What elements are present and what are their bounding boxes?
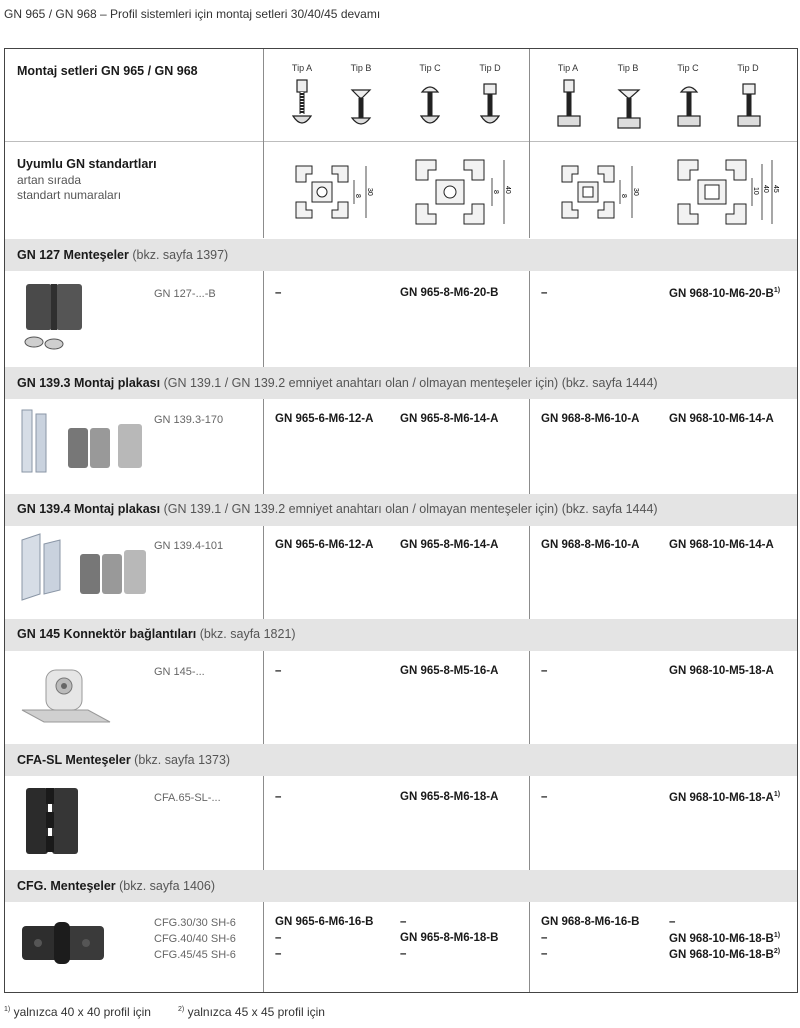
col-divider-2	[529, 776, 530, 870]
code-gn127-c3: –	[541, 287, 548, 299]
gn127-hinge-image	[18, 280, 90, 356]
table-frame-bottom	[4, 992, 798, 993]
cfasl-hinge-image	[22, 784, 84, 858]
code-gn127-c4: GN $968-10-M6-20-B^{1)}$	[669, 287, 781, 300]
tip-c-label-965: Tip C	[419, 63, 441, 73]
header-divider	[5, 141, 797, 142]
code-cfg-r2-c2: GN 965-8-M6-18-B	[400, 932, 499, 944]
screw-tip-b-icon	[349, 88, 373, 132]
col-divider-1	[263, 271, 264, 367]
product-gn145: GN 145-...	[154, 666, 205, 678]
section-title-cfg: CFG. Menteşeler (bkz. sayfa 1406)	[17, 879, 215, 893]
col-divider-2	[529, 526, 530, 619]
tip-a-label-965: Tip A	[291, 63, 313, 73]
code-gn127-c1: –	[275, 287, 282, 299]
tip-c-label-968: Tip C	[677, 63, 699, 73]
standards-title: Uyumlu GN standartları	[17, 157, 157, 171]
code-cfg-r2-c1: –	[275, 932, 282, 944]
screw-tip-c-icon	[418, 82, 442, 132]
header-title: Montaj setleri GN 965 / GN 968	[17, 64, 198, 78]
page-title: GN 965 / GN 968 – Profil sistemleri için montaj setleri 30/40/45 devamı	[4, 7, 381, 21]
code-gn1393-c2: GN 965-8-M6-14-A	[400, 413, 499, 425]
code-cfg-r3-c4: GN $968-10-M6-18-B^{2)}$	[669, 948, 781, 961]
col-divider-1	[263, 776, 264, 870]
col-divider-2	[529, 271, 530, 367]
standards-line2: standart numaraları	[17, 188, 122, 202]
col-divider-2	[529, 49, 530, 238]
col-divider-1	[263, 902, 264, 992]
col-divider-1	[263, 526, 264, 619]
gn1394-plate-image	[18, 530, 148, 602]
screw-tip-c-968-icon	[676, 82, 702, 132]
tip-d-label-965: Tip D	[479, 63, 501, 73]
profile-40-dim-b: 40	[504, 186, 511, 194]
code-gn145-c1: –	[275, 665, 282, 677]
section-title-gn127: GN 127 Menteşeler (bkz. sayfa 1397)	[17, 248, 229, 262]
code-gn145-c3: –	[541, 665, 548, 677]
col-divider-2	[529, 399, 530, 495]
profile-45a-dim-b: 30	[632, 188, 639, 196]
code-cfasl-c2: GN 965-8-M6-18-A	[400, 791, 499, 803]
code-cfg-r1-c4: –	[669, 916, 676, 928]
profile-45b-icon	[672, 154, 782, 230]
code-gn1393-c4: GN 968-10-M6-14-A	[669, 413, 774, 425]
code-gn1394-c1: GN 965-6-M6-12-A	[275, 539, 374, 551]
code-cfg-r1-c2: –	[400, 916, 407, 928]
screw-tip-b-968-icon	[616, 88, 642, 132]
tip-b-label-968: Tip B	[617, 63, 639, 73]
tip-a-label-968: Tip A	[557, 63, 579, 73]
product-gn1394: GN 139.4-101	[154, 540, 224, 552]
profile-40-dim-a: 8	[492, 190, 499, 194]
code-cfasl-c3: –	[541, 791, 548, 803]
gn145-connector-image	[18, 656, 118, 730]
profile-45b-dim-b: 40	[762, 185, 769, 193]
code-cfg-r1-c3: GN 968-8-M6-16-B	[541, 916, 640, 928]
code-cfg-r2-c4: GN $968-10-M6-18-B^{1)}$	[669, 932, 781, 945]
code-cfg-r1-c1: GN 965-6-M6-16-B	[275, 916, 374, 928]
screw-tip-a-icon	[290, 78, 314, 132]
code-gn145-c4: GN 968-10-M5-18-A	[669, 665, 774, 677]
product-gn127: GN 127-...-B	[154, 288, 216, 300]
code-gn1394-c4: GN 968-10-M6-14-A	[669, 539, 774, 551]
cfg-hinge-image	[18, 914, 108, 972]
col-divider-1	[263, 399, 264, 495]
col-divider-2	[529, 902, 530, 992]
product-cfasl: CFA.65-SL-...	[154, 792, 221, 804]
code-gn1393-c1: GN 965-6-M6-12-A	[275, 413, 374, 425]
footnote-2: $^{2)}$ yalnızca 45 x 45 profil için	[178, 1005, 325, 1019]
product-cfg-2: CFG.40/40 SH-6	[154, 933, 236, 945]
profile-30-dim-a: 8	[354, 194, 361, 198]
section-title-gn1394: GN 139.4 Montaj plakası (GN 139.1 / GN 139.2 emniyet anahtarı olan / olmayan menteşeler için) (bkz. sayfa 1444)	[17, 502, 658, 516]
profile-30-icon	[290, 160, 374, 224]
profile-30-dim-b: 30	[366, 188, 373, 196]
col-divider-1	[263, 49, 264, 238]
footnote-1: $^{1)}$ yalnızca 40 x 40 profil için	[4, 1005, 151, 1019]
code-gn1394-c3: GN 968-8-M6-10-A	[541, 539, 640, 551]
code-cfg-r2-c3: –	[541, 932, 548, 944]
product-cfg-1: CFG.30/30 SH-6	[154, 917, 236, 929]
tip-d-label-968: Tip D	[737, 63, 759, 73]
product-cfg-3: CFG.45/45 SH-6	[154, 949, 236, 961]
gn1393-plate-image	[18, 404, 148, 476]
screw-tip-a-968-icon	[556, 78, 582, 132]
code-gn127-c2: GN 965-8-M6-20-B	[400, 287, 499, 299]
product-gn1393: GN 139.3-170	[154, 414, 224, 426]
col-divider-1	[263, 651, 264, 744]
screw-tip-d-968-icon	[736, 82, 762, 132]
screw-tip-d-icon	[478, 82, 502, 132]
section-title-gn1393: GN 139.3 Montaj plakası (GN 139.1 / GN 139.2 emniyet anahtarı olan / olmayan menteşeler için) (bkz. sayfa 1444)	[17, 376, 658, 390]
code-cfg-r3-c2: –	[400, 948, 407, 960]
profile-45b-dim-c: 45	[772, 185, 779, 193]
code-cfasl-c4: GN $968-10-M6-18-A^{1)}$	[669, 791, 781, 804]
code-gn145-c2: GN 965-8-M5-16-A	[400, 665, 499, 677]
col-divider-2	[529, 651, 530, 744]
code-cfasl-c1: –	[275, 791, 282, 803]
profile-45a-dim-a: 8	[620, 194, 627, 198]
standards-line1: artan sırada	[17, 173, 82, 187]
code-gn1393-c3: GN 968-8-M6-10-A	[541, 413, 640, 425]
section-title-cfasl: CFA-SL Menteşeler (bkz. sayfa 1373)	[17, 753, 231, 767]
profile-40-icon	[410, 154, 510, 230]
section-title-gn145: GN 145 Konnektör bağlantıları (bkz. sayfa 1821)	[17, 627, 296, 641]
profile-45a-icon	[556, 160, 640, 224]
tip-b-label-965: Tip B	[350, 63, 372, 73]
code-cfg-r3-c1: –	[275, 948, 282, 960]
code-gn1394-c2: GN 965-8-M6-14-A	[400, 539, 499, 551]
profile-45b-dim-a: 10	[752, 187, 759, 195]
code-cfg-r3-c3: –	[541, 948, 548, 960]
